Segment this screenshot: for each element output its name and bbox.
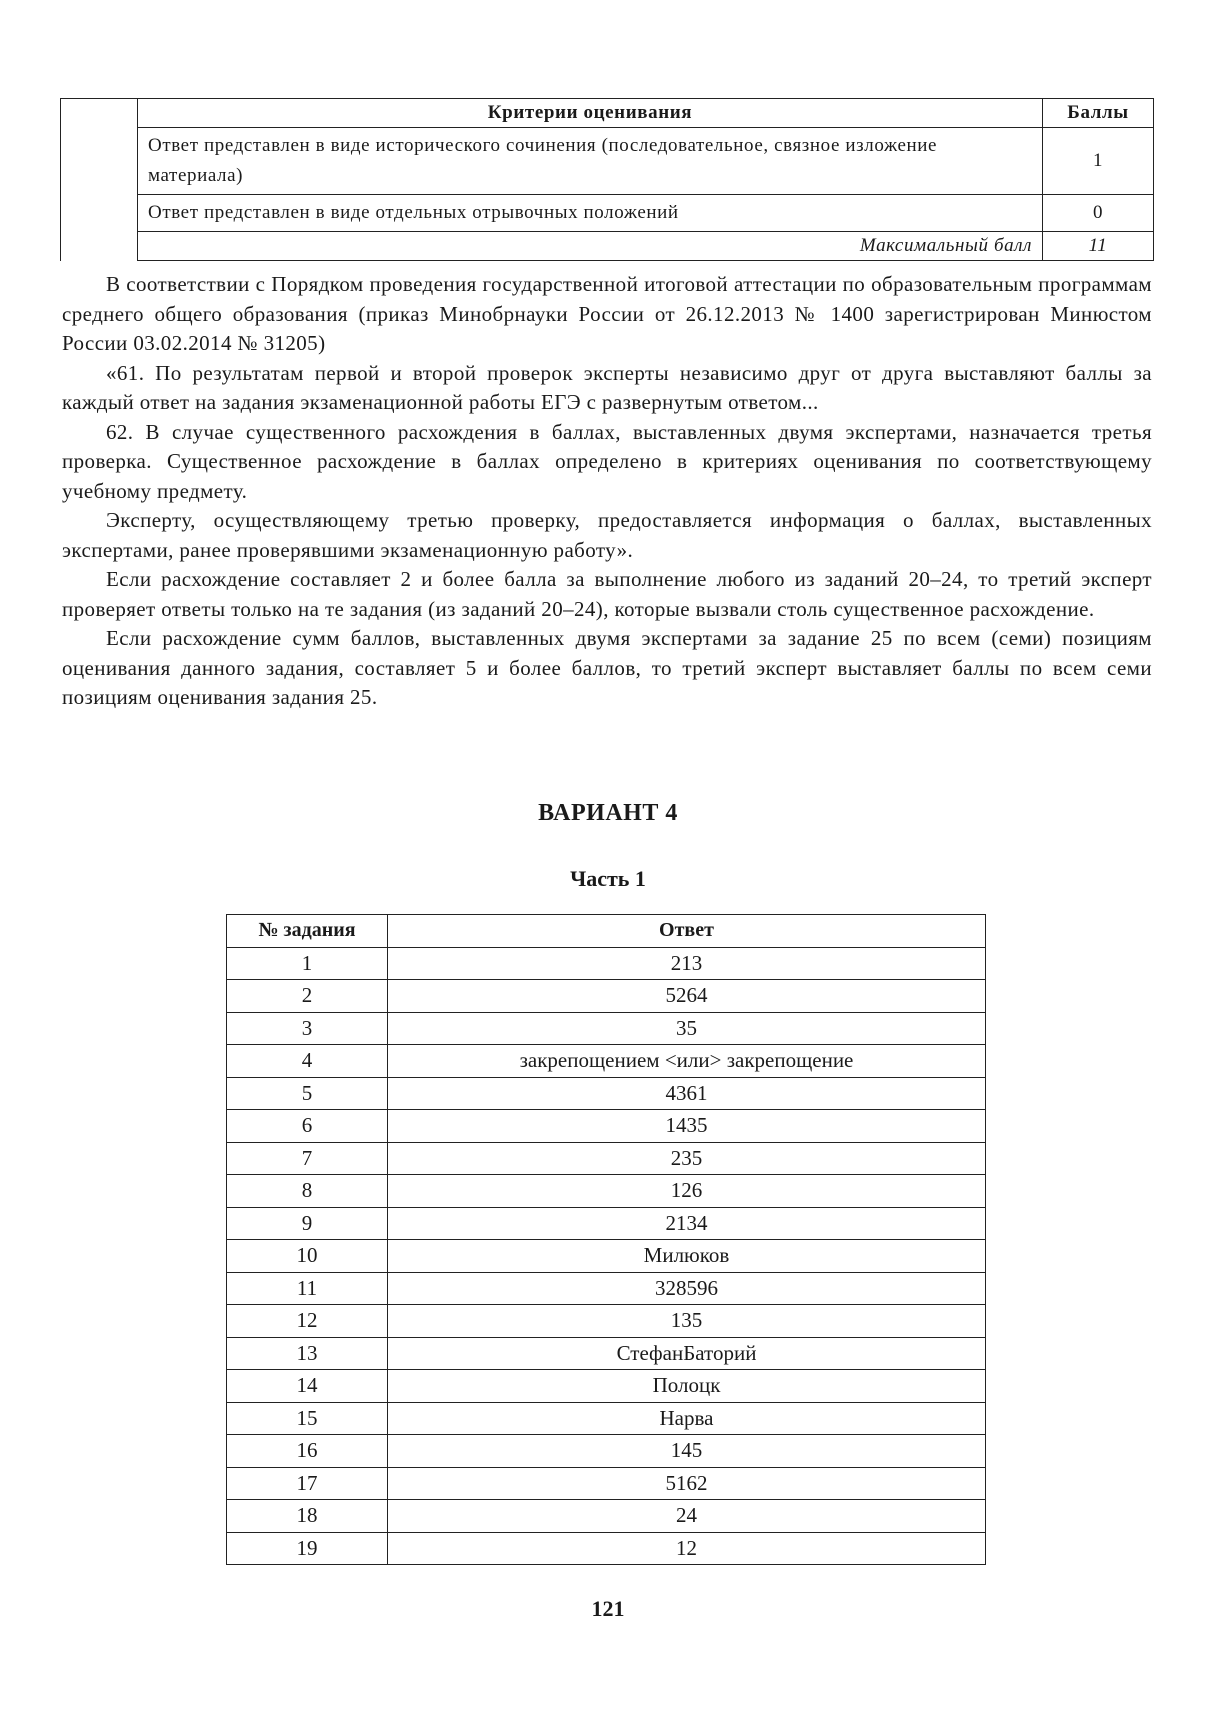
table-row: [227, 1142, 986, 1175]
task-number: 11: [227, 1272, 388, 1305]
answer: 328596: [388, 1272, 986, 1305]
answer: закрепощением <или> закрепощение: [388, 1045, 986, 1078]
answer: 145: [388, 1435, 986, 1468]
body-text: [62, 270, 1152, 713]
answer: 126: [388, 1175, 986, 1208]
table-row: [227, 1272, 986, 1305]
criteria-header-row: [61, 99, 1154, 128]
answers-table: [226, 914, 986, 1565]
answer: 12: [388, 1532, 986, 1565]
table-row: [227, 947, 986, 980]
table-row: [227, 1467, 986, 1500]
answer: 135: [388, 1305, 986, 1338]
answers-header-row: [227, 915, 986, 948]
table-row: [227, 1077, 986, 1110]
paragraph: В соответствии с Порядком проведения государственной итоговой аттестации по образовательным программам среднего общего образования (приказ Минобрнауки России от 26.12.2013 № 1400 зарегистрирован Минюстом России 03.02.2014 № 31205): [62, 272, 1152, 355]
task-number: 10: [227, 1240, 388, 1273]
answer: Милюков: [388, 1240, 986, 1273]
answer: 235: [388, 1142, 986, 1175]
task-number: 1: [227, 947, 388, 980]
answer: Полоцк: [388, 1370, 986, 1403]
criteria-score: 0: [1043, 195, 1154, 232]
table-row: [227, 1337, 986, 1370]
task-number: 8: [227, 1175, 388, 1208]
answer: 5162: [388, 1467, 986, 1500]
paragraph: «61. По результатам первой и второй проверок эксперты независимо друг от друга выставляют баллы за каждый ответ на задания экзаменационной работы ЕГЭ с развернутым ответом...: [62, 360, 1152, 414]
table-row: [227, 1305, 986, 1338]
table-row: [227, 1402, 986, 1435]
table-row: [227, 1435, 986, 1468]
paragraph: Эксперту, осуществляющему третью проверку, предоставляется информация о баллах, выставленных экспертами, ранее проверявшими экзаменационную работу».: [62, 508, 1152, 562]
answer-header: Ответ: [388, 915, 986, 948]
answer: 2134: [388, 1207, 986, 1240]
answer: 24: [388, 1500, 986, 1533]
criteria-text: Ответ представлен в виде исторического сочинения (последовательное, связное изложение материала): [138, 128, 1043, 195]
task-number: 12: [227, 1305, 388, 1338]
task-number: 19: [227, 1532, 388, 1565]
table-row: [227, 1045, 986, 1078]
task-number: 18: [227, 1500, 388, 1533]
table-row: [227, 1532, 986, 1565]
max-score-row: [61, 232, 1154, 261]
answer: 1435: [388, 1110, 986, 1143]
criteria-table: [60, 98, 1154, 261]
task-number: 13: [227, 1337, 388, 1370]
page-number: 121: [591, 1596, 625, 1621]
task-number: 3: [227, 1012, 388, 1045]
task-number: 16: [227, 1435, 388, 1468]
answer: Нарва: [388, 1402, 986, 1435]
score-header: Баллы: [1043, 99, 1154, 128]
criteria-text: Ответ представлен в виде отдельных отрывочных положений: [138, 195, 1043, 232]
answer: 35: [388, 1012, 986, 1045]
max-score-label: Максимальный балл: [138, 232, 1043, 261]
paragraph: Если расхождение составляет 2 и более балла за выполнение любого из заданий 20–24, то третий эксперт проверяет ответы только на те задания (из заданий 20–24), которые вызвали столь существенное расхождение.: [62, 567, 1152, 621]
task-number: 4: [227, 1045, 388, 1078]
paragraph: 62. В случае существенного расхождения в баллах, выставленных двумя экспертами, назначается третья проверка. Существенное расхождение в баллах определено в критериях оценивания по соответствующему учебному предмету.: [62, 419, 1152, 503]
task-number: 15: [227, 1402, 388, 1435]
criteria-row: [61, 128, 1154, 195]
table-row: [227, 1370, 986, 1403]
table-row: [227, 1240, 986, 1273]
answer: СтефанБаторий: [388, 1337, 986, 1370]
table-row: [227, 1500, 986, 1533]
table-row: [227, 980, 986, 1013]
answer: 5264: [388, 980, 986, 1013]
task-number: 7: [227, 1142, 388, 1175]
answer: 4361: [388, 1077, 986, 1110]
task-number: 14: [227, 1370, 388, 1403]
part-title: Часть 1: [570, 866, 646, 891]
variant-title: ВАРИАНТ 4: [538, 800, 678, 826]
answer: 213: [388, 947, 986, 980]
task-number-header: № задания: [227, 915, 388, 948]
table-row: [227, 1012, 986, 1045]
task-number: 5: [227, 1077, 388, 1110]
task-number: 17: [227, 1467, 388, 1500]
task-number: 6: [227, 1110, 388, 1143]
table-row: [227, 1110, 986, 1143]
task-number: 9: [227, 1207, 388, 1240]
blank-cell: [61, 99, 138, 128]
table-row: [227, 1175, 986, 1208]
task-number: 2: [227, 980, 388, 1013]
criteria-row: [61, 195, 1154, 232]
paragraph: Если расхождение сумм баллов, выставленных двумя экспертами за задание 25 по всем (семи) позициям оценивания данного задания, составляет 5 и более баллов, то третий эксперт выставляет баллы по всем семи позициям оценивания задания 25.: [62, 626, 1152, 709]
blank-cell: [61, 128, 138, 261]
max-score-value: 11: [1043, 232, 1154, 261]
criteria-header: Критерии оценивания: [138, 99, 1043, 128]
criteria-score: 1: [1043, 128, 1154, 195]
table-row: [227, 1207, 986, 1240]
